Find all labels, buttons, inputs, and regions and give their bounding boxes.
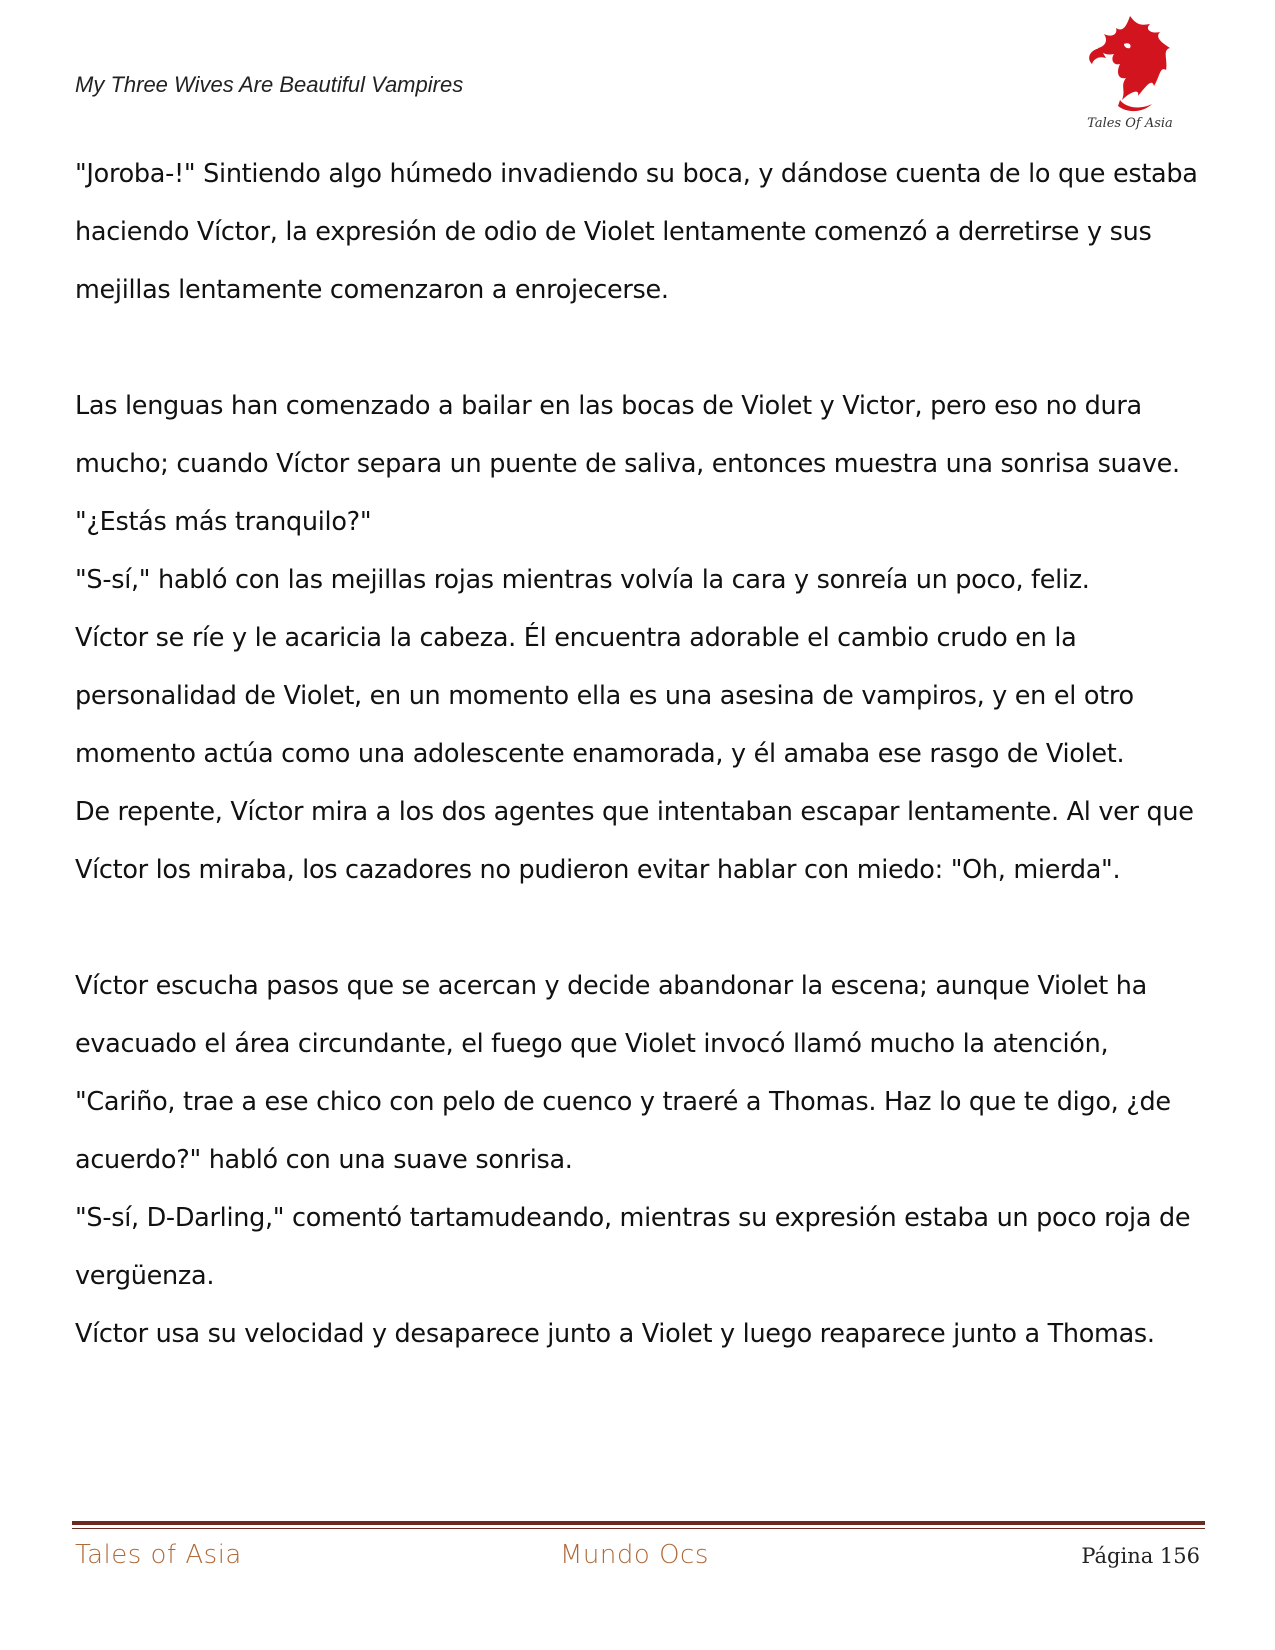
paragraph: Víctor escucha pasos que se acercan y decide abandonar la escena; aunque Violet ha evacuado el área circundante, el fuego que Violet invocó llamó mucho la atención,: [75, 971, 1147, 1059]
footer-publisher: Tales of Asia: [75, 1540, 242, 1570]
paragraph: "S-sí," habló con las mejillas rojas mientras volvía la cara y sonreía un poco, feliz.: [75, 565, 1090, 595]
logo-text: Tales Of Asia: [1087, 116, 1173, 131]
page-number: Página 156: [1081, 1544, 1200, 1568]
footer-translator: Mundo Ocs: [560, 1540, 709, 1570]
footer-rule: [72, 1521, 1205, 1525]
paragraph: "Cariño, trae a ese chico con pelo de cuenco y traeré a Thomas. Haz lo que te digo, ¿de acuerdo?" habló con una suave sonrisa.: [75, 1087, 1171, 1175]
paragraph: Víctor usa su velocidad y desaparece junto a Violet y luego reaparece junto a Thomas.: [75, 1319, 1155, 1349]
red-dragon-icon: [1080, 14, 1180, 119]
tales-of-asia-logo: [1080, 14, 1180, 139]
paragraph: "¿Estás más tranquilo?": [75, 507, 372, 537]
paragraph: De repente, Víctor mira a los dos agentes que intentaban escapar lentamente. Al ver que Víctor los miraba, los cazadores no pudieron evitar hablar con miedo: "Oh, mierda".: [75, 797, 1194, 885]
paragraph: "S-sí, D-Darling," comentó tartamudeando, mientras su expresión estaba un poco roja de vergüenza.: [75, 1203, 1191, 1291]
paragraph-gap: [75, 899, 1205, 957]
paragraph: "Joroba-!" Sintiendo algo húmedo invadiendo su boca, y dándose cuenta de lo que estaba haciendo Víctor, la expresión de odio de Violet lentamente comenzó a derretirse y sus mejillas lentamente comenzaron a enrojecerse.: [75, 159, 1198, 305]
paragraph: Víctor se ríe y le acaricia la cabeza. Él encuentra adorable el cambio crudo en la personalidad de Violet, en un momento ella es una asesina de vampiros, y en el otro momento actúa como una adolescente enamorada, y él amaba ese rasgo de Violet.: [75, 623, 1134, 769]
paragraph-gap: [75, 319, 1205, 377]
header-title: My Three Wives Are Beautiful Vampires: [75, 72, 464, 97]
paragraph: Las lenguas han comenzado a bailar en las bocas de Violet y Victor, pero eso no dura mucho; cuando Víctor separa un puente de saliva, entonces muestra una sonrisa suave.: [75, 391, 1180, 479]
chapter-body: [75, 145, 1205, 1363]
footer-rule-thin: [72, 1528, 1205, 1529]
